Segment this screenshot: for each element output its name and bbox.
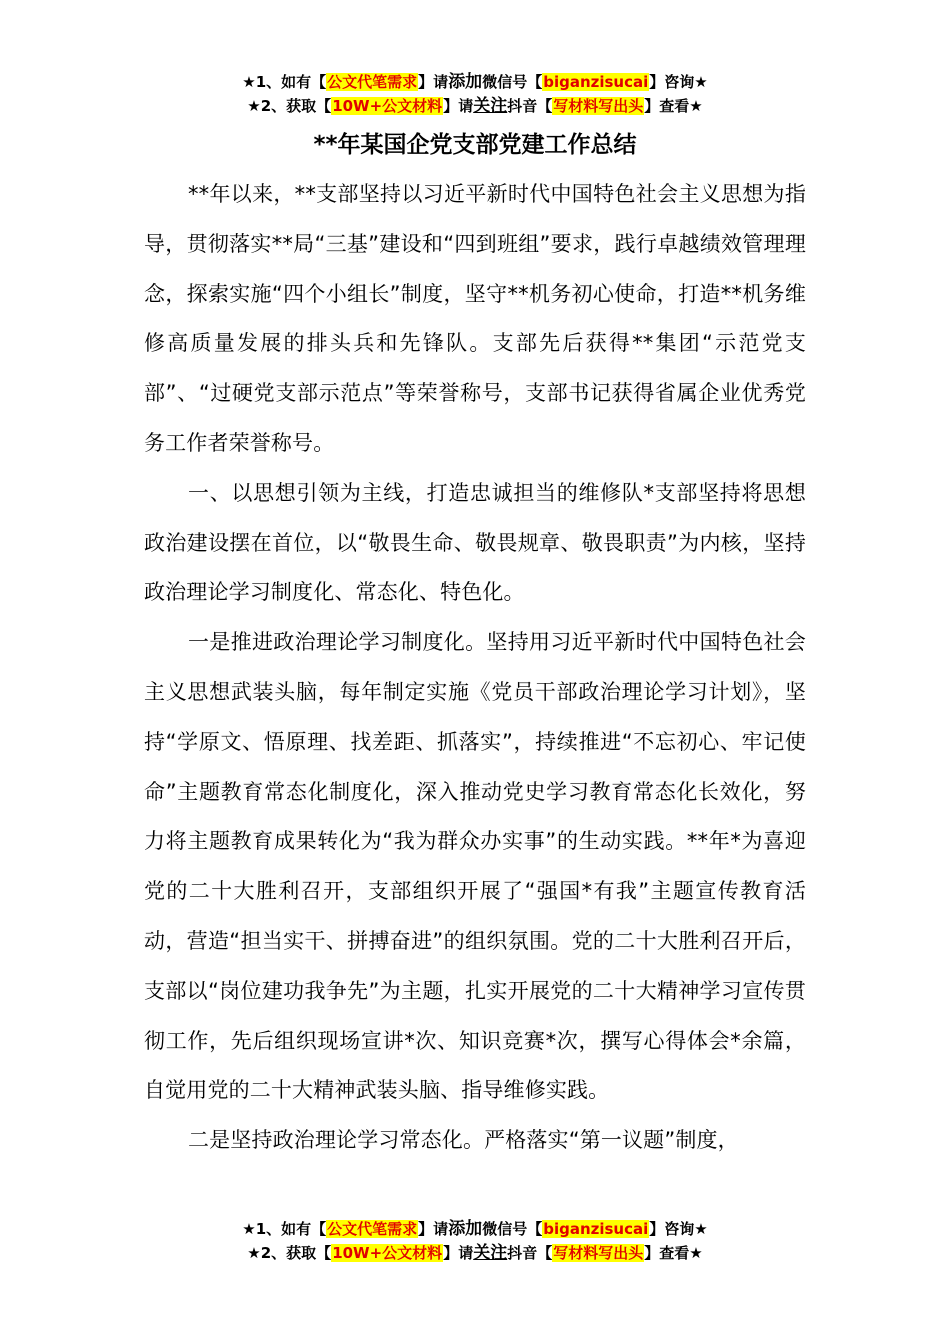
- promo-douyin-id: 写材料写出头: [553, 97, 644, 115]
- promo-emphasis: 添加: [448, 1219, 483, 1239]
- paragraph: 二是坚持政治理论学习常态化。严格落实“第一议题”制度，: [188, 1128, 739, 1153]
- promo-footer: [0, 1217, 950, 1265]
- promo-highlight: 公文代笔需求: [327, 1220, 418, 1238]
- document-body: [144, 170, 806, 1166]
- promo-line-1: [0, 1217, 950, 1241]
- promo-text: 微信号【: [482, 1220, 543, 1238]
- promo-header: [0, 70, 950, 118]
- promo-wechat-id: biganzisucai: [543, 73, 649, 91]
- promo-text: ★1、如有【: [242, 73, 327, 91]
- promo-text: 抖音【: [507, 1244, 553, 1262]
- promo-text: 抖音【: [507, 97, 553, 115]
- promo-emphasis: 关注: [473, 1243, 508, 1263]
- document-title: **年某国企党支部党建工作总结: [313, 132, 637, 158]
- paragraph: **年以来，**支部坚持以习近平新时代中国特色社会主义思想为指导，贯彻落实**局“三基”建设和“四到班组”要求，践行卓越绩效管理理念，探索实施“四个小组长”制度，坚守**机务初心使命，打造**机务维修高质量发展的排头兵和先锋队。支部先后获得**集团“示范党支部”、“过硬党支部示范点”等荣誉称号，支部书记获得省属企业优秀党务工作者荣誉称号。: [144, 182, 806, 455]
- promo-douyin-id: 写材料写出头: [553, 1244, 644, 1262]
- promo-text: 】请: [418, 1220, 449, 1238]
- promo-text: ★2、获取【: [247, 1244, 332, 1262]
- promo-emphasis: 添加: [448, 72, 483, 92]
- promo-line-2: [0, 94, 950, 118]
- promo-wechat-id: biganzisucai: [543, 1220, 649, 1238]
- promo-text: 】请: [443, 97, 474, 115]
- promo-text: 】查看★: [644, 1244, 703, 1262]
- promo-text: 】请: [443, 1244, 474, 1262]
- promo-text: 微信号【: [482, 73, 543, 91]
- promo-emphasis: 关注: [473, 96, 508, 116]
- promo-text: 】请: [418, 73, 449, 91]
- promo-text: 】咨询★: [649, 73, 708, 91]
- promo-text: ★2、获取【: [247, 97, 332, 115]
- promo-line-1: [0, 70, 950, 94]
- promo-line-2: [0, 1241, 950, 1265]
- promo-text: ★1、如有【: [242, 1220, 327, 1238]
- promo-highlight: 10W+公文材料: [332, 97, 443, 115]
- paragraph: 一是推进政治理论学习制度化。坚持用习近平新时代中国特色社会主义思想武装头脑，每年制定实施《党员干部政治理论学习计划》，坚持“学原文、悟原理、找差距、抓落实”，持续推进“不忘初心、牢记使命”主题教育常态化制度化，深入推动党史学习教育常态化长效化，努力将主题教育成果转化为“我为群众办实事”的生动实践。**年*为喜迎党的二十大胜利召开，支部组织开展了“强国*有我”主题宣传教育活动，营造“担当实干、拼搏奋进”的组织氛围。党的二十大胜利召开后，支部以“岗位建功我争先”为主题，扎实开展党的二十大精神学习宣传贯彻工作，先后组织现场宣讲*次、知识竞赛*次，撰写心得体会*余篇，自觉用党的二十大精神武装头脑、指导维修实践。: [144, 630, 806, 1103]
- promo-highlight: 10W+公文材料: [332, 1244, 443, 1262]
- promo-highlight: 公文代笔需求: [327, 73, 418, 91]
- promo-text: 】查看★: [644, 97, 703, 115]
- paragraph: 一、以思想引领为主线，打造忠诚担当的维修队*支部坚持将思想政治建设摆在首位，以“敬畏生命、敬畏规章、敬畏职责”为内核，坚持政治理论学习制度化、常态化、特色化。: [144, 480, 806, 605]
- promo-text: 】咨询★: [649, 1220, 708, 1238]
